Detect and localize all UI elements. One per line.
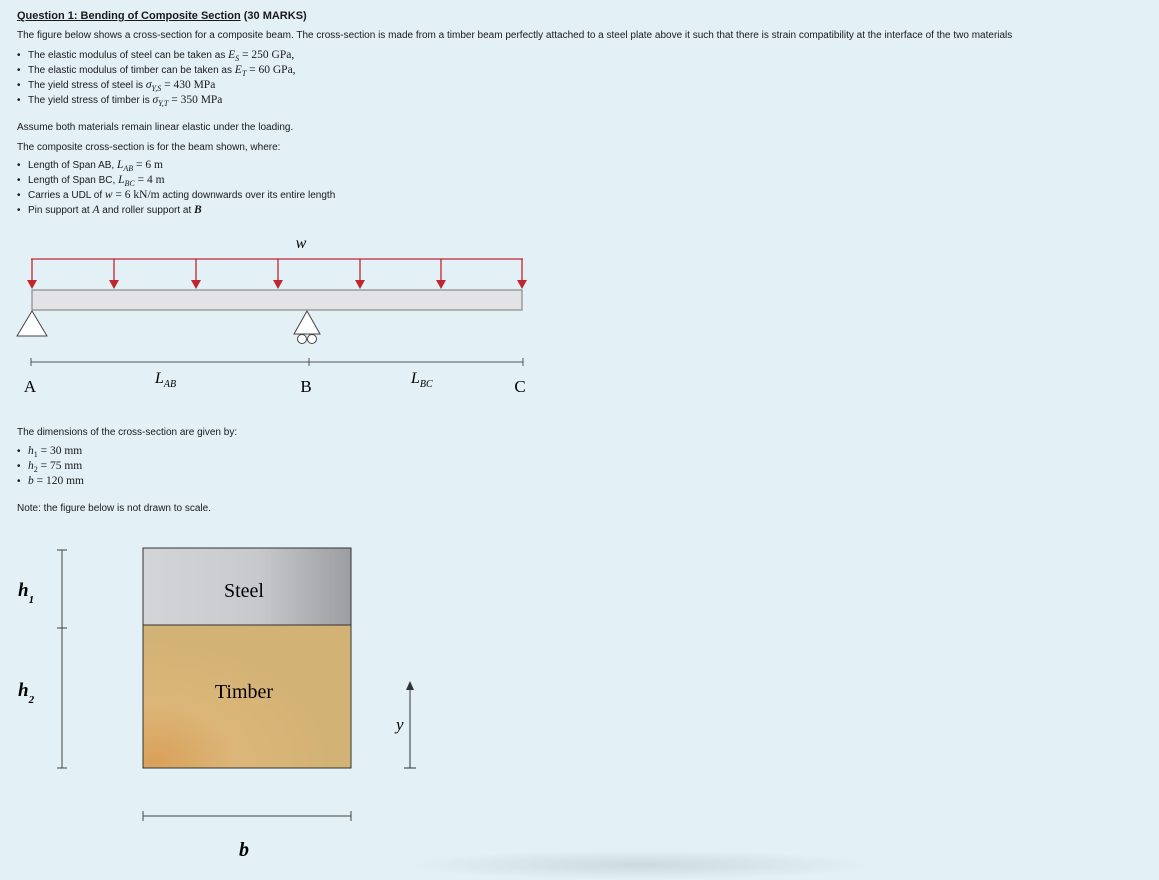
- pin-support-a: [17, 311, 47, 336]
- steel-label: Steel: [224, 580, 264, 602]
- span-dimension-line: [31, 358, 523, 366]
- note-paragraph: Note: the figure below is not drawn to scale.: [17, 503, 211, 514]
- screen-glare: [400, 850, 880, 880]
- question-title-main: Question 1: Bending of Composite Section: [17, 10, 241, 22]
- beam-properties-list: [17, 158, 335, 218]
- list-item: • The elastic modulus of timber can be taken as $E_T = 60$ GPa,: [17, 63, 296, 78]
- beam-member: [32, 290, 522, 310]
- composite-paragraph: The composite cross-section is for the beam shown, where:: [17, 142, 281, 153]
- intro-paragraph: The figure below shows a cross-section for a composite beam. The cross-section is made from a timber beam perfectly attached to a steel plate above it such that there is strain compatibility at the interface of the two materials: [17, 30, 1013, 41]
- load-label: w: [295, 235, 307, 252]
- list-item: • Pin support at A and roller support at B: [17, 203, 335, 218]
- question-marks: (30 MARKS): [243, 10, 307, 22]
- list-item: • $h_1 = 30$ mm: [17, 444, 84, 459]
- y-axis-arrow: [404, 686, 416, 768]
- h1-label: $h_1$: [18, 580, 35, 606]
- udl-arrows: [31, 259, 523, 283]
- list-item: • b = 120 mm: [17, 474, 84, 489]
- beam-diagram: [0, 228, 560, 408]
- dimensions-list: [17, 444, 84, 489]
- list-item: • The elastic modulus of steel can be taken as $E_S = 250$ GPa,: [17, 48, 296, 63]
- list-item: • Carries a UDL of w = 6 kN/m acting downwards over its entire length: [17, 188, 335, 203]
- dimensions-paragraph: The dimensions of the cross-section are given by:: [17, 427, 238, 438]
- b-label: b: [239, 839, 249, 861]
- list-item: • Length of Span AB, $L_{AB} = 6$ m: [17, 158, 335, 173]
- span-ab-label: $L_{AB}$: [155, 370, 177, 390]
- y-label: y: [396, 715, 404, 734]
- width-dimension-line: [143, 811, 351, 821]
- label-a: A: [23, 377, 37, 396]
- timber-label: Timber: [214, 681, 274, 703]
- roller-support-b: [294, 311, 320, 344]
- label-c: C: [514, 377, 526, 396]
- assume-paragraph: Assume both materials remain linear elastic under the loading.: [17, 122, 294, 133]
- cross-section-diagram: [0, 540, 460, 870]
- y-arrow-head: [406, 681, 414, 690]
- label-b: B: [300, 377, 312, 396]
- span-bc-label: $L_{BC}$: [411, 370, 433, 390]
- height-dimension-line: [57, 550, 67, 768]
- list-item: • Length of Span BC, $L_{BC} = 4$ m: [17, 173, 335, 188]
- udl-arrowheads: [27, 280, 527, 289]
- question-title: [17, 10, 307, 22]
- list-item: • $h_2 = 75$ mm: [17, 459, 84, 474]
- list-item: • The yield stress of steel is $\sigma_{Y,S} = 430$ MPa: [17, 78, 296, 93]
- h2-label: $h_2$: [18, 680, 35, 706]
- material-properties-list: [17, 48, 296, 108]
- list-item: • The yield stress of timber is $\sigma_{Y,T} = 350$ MPa: [17, 93, 296, 108]
